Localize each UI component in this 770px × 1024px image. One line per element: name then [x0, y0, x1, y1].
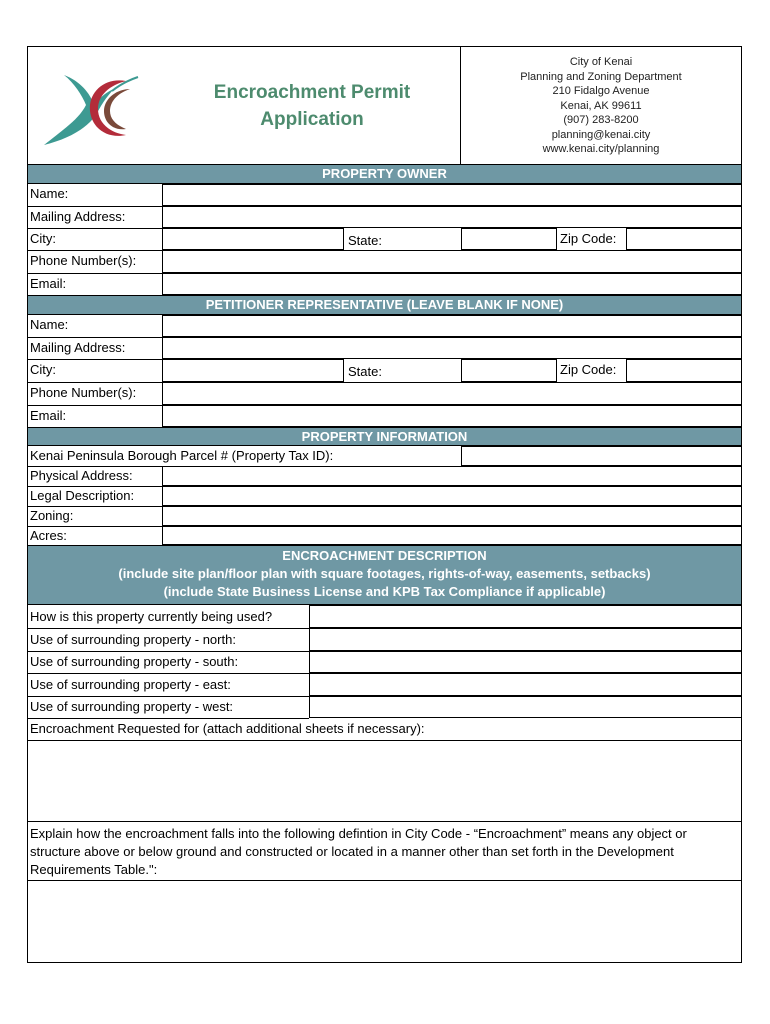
petitioner-mailing-label: Mailing Address:	[30, 340, 126, 355]
owner-state-label: State:	[348, 233, 382, 248]
row-divider	[28, 228, 162, 229]
section-encroachment-description	[28, 545, 741, 605]
owner-mailing-field[interactable]	[162, 206, 742, 228]
acres-field[interactable]	[162, 526, 742, 545]
contact-line: 210 Fidalgo Avenue	[552, 85, 650, 97]
owner-mailing-label: Mailing Address:	[30, 209, 126, 224]
row-divider	[28, 673, 309, 674]
physical-address-label: Physical Address:	[30, 468, 133, 483]
contact-line: City of Kenai	[569, 56, 633, 68]
owner-phone-field[interactable]	[162, 250, 742, 273]
zoning-label: Zoning:	[30, 508, 74, 523]
row-divider	[28, 359, 162, 360]
east-use-label: Use of surrounding property - east:	[30, 677, 231, 692]
definition-explanation-field[interactable]	[28, 880, 741, 962]
contact-line: planning@kenai.city	[551, 128, 651, 141]
owner-city-label: City:	[30, 231, 56, 246]
petitioner-city-label: City:	[30, 362, 56, 377]
row-divider	[28, 628, 309, 629]
encroachment-subheading-2: (include State Business License and KPB Tax Compliance if applicable)	[163, 584, 606, 599]
contact-line: Kenai, AK 99611	[560, 99, 642, 112]
parcel-field[interactable]	[461, 446, 742, 466]
acres-label: Acres:	[30, 528, 67, 543]
contact-line: www.kenai.city/planning	[542, 143, 660, 155]
west-use-label: Use of surrounding property - west:	[30, 699, 234, 714]
row-divider	[28, 526, 162, 527]
petitioner-name-label: Name:	[30, 317, 69, 332]
petitioner-state-field[interactable]	[461, 359, 557, 382]
contact-line: (907) 283-8200	[563, 114, 639, 126]
petitioner-name-field[interactable]	[162, 315, 742, 337]
city-logo	[34, 67, 144, 151]
row-divider	[28, 273, 162, 274]
petitioner-phone-field[interactable]	[162, 382, 742, 405]
row-divider	[28, 405, 162, 406]
encroachment-requested-label: Encroachment Requested for (attach additional sheets if necessary):	[30, 721, 425, 736]
row-divider	[28, 382, 162, 383]
row-divider	[28, 337, 162, 338]
row-divider	[28, 486, 162, 487]
south-use-label: Use of surrounding property - south:	[30, 654, 239, 669]
definition-explanation-label: Explain how the encroachment falls into the following defintion in City Code - “Encroachment” means any object or structure above or below ground and constructed or located in a manner other than set forth in the Development Requirements Table.":	[30, 826, 687, 877]
zoning-field[interactable]	[162, 506, 742, 526]
form-title-line2: Application	[260, 109, 364, 130]
current-use-label: How is this property currently being used?	[30, 609, 273, 624]
east-use-field[interactable]	[309, 673, 742, 696]
owner-name-field[interactable]	[162, 184, 742, 206]
south-use-field[interactable]	[309, 651, 742, 673]
encroachment-requested-field[interactable]	[28, 740, 741, 822]
petitioner-phone-label: Phone Number(s):	[30, 385, 137, 400]
legal-description-field[interactable]	[162, 486, 742, 506]
current-use-field[interactable]	[309, 605, 742, 628]
west-use-field[interactable]	[309, 696, 742, 718]
owner-phone-label: Phone Number(s):	[30, 253, 137, 268]
row-divider	[28, 696, 309, 697]
owner-email-field[interactable]	[162, 273, 742, 295]
row-divider	[28, 651, 309, 652]
owner-email-label: Email:	[30, 276, 67, 291]
owner-zip-label: Zip Code:	[560, 231, 617, 246]
row-divider	[28, 206, 162, 207]
petitioner-email-label: Email:	[30, 408, 67, 423]
section-property-owner: PROPERTY OWNER	[28, 164, 741, 184]
petitioner-zip-field[interactable]	[626, 359, 742, 382]
section-property-information: PROPERTY INFORMATION	[28, 427, 741, 446]
contact-line: Planning and Zoning Department	[520, 70, 682, 83]
north-use-field[interactable]	[309, 628, 742, 651]
owner-city-field[interactable]	[162, 228, 344, 250]
owner-state-field[interactable]	[461, 228, 557, 250]
form-title	[193, 79, 431, 133]
owner-name-label: Name:	[30, 186, 69, 201]
petitioner-mailing-field[interactable]	[162, 337, 742, 359]
physical-address-field[interactable]	[162, 466, 742, 486]
parcel-label: Kenai Peninsula Borough Parcel # (Property Tax ID):	[30, 448, 334, 463]
encroachment-subheading-1: (include site plan/floor plan with square footages, rights-of-way, easements, setbacks)	[118, 566, 651, 581]
legal-description-label: Legal Description:	[30, 488, 135, 503]
petitioner-city-field[interactable]	[162, 359, 344, 382]
form-title-line1: Encroachment Permit	[213, 82, 411, 103]
petitioner-zip-label: Zip Code:	[560, 362, 617, 377]
encroachment-heading: ENCROACHMENT DESCRIPTION	[282, 548, 487, 563]
owner-zip-field[interactable]	[626, 228, 742, 250]
row-divider	[28, 250, 162, 251]
petitioner-email-field[interactable]	[162, 405, 742, 427]
row-divider	[28, 506, 162, 507]
section-petitioner: PETITIONER REPRESENTATIVE (LEAVE BLANK IF NONE)	[28, 295, 741, 315]
permit-form	[27, 46, 742, 963]
petitioner-state-label: State:	[348, 364, 382, 379]
north-use-label: Use of surrounding property - north:	[30, 632, 236, 647]
row-divider	[28, 718, 309, 719]
contact-block	[461, 55, 741, 157]
